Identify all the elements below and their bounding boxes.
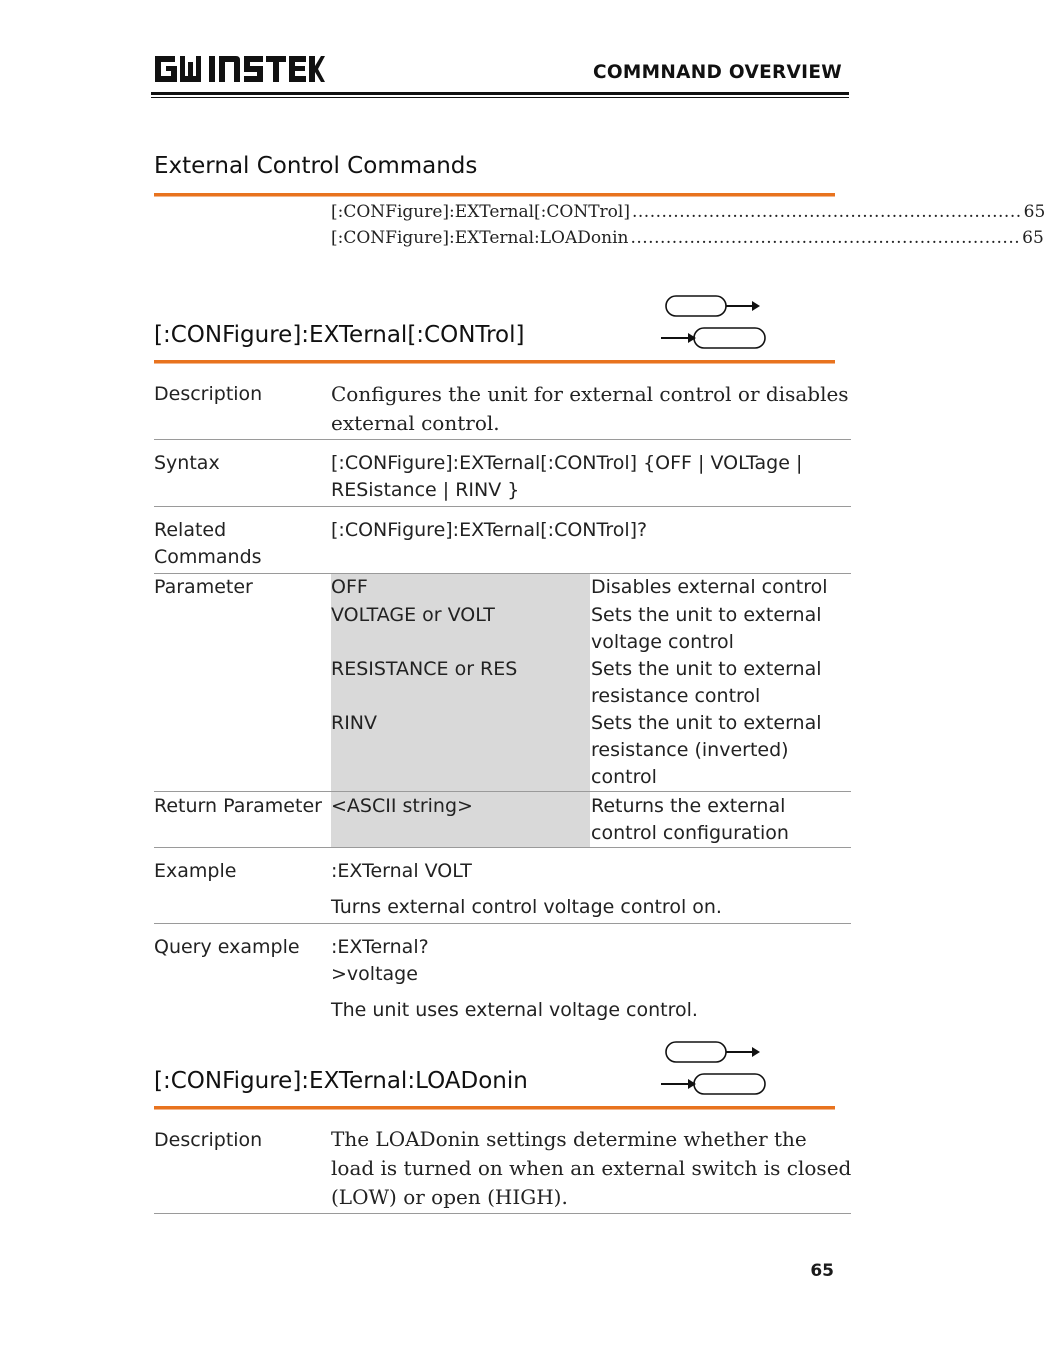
section-rule (154, 1106, 835, 1110)
related-label (154, 517, 262, 571)
gw-instek-logo (153, 52, 325, 86)
syntax-text (331, 450, 802, 504)
param-desc-line: resistance (inverted) (591, 739, 789, 761)
description-line: The LOADonin settings determine whether the (331, 1127, 807, 1151)
row-divider (154, 506, 851, 507)
command1-title: [:CONFigure]:EXTernal[:CONTrol] (154, 322, 525, 348)
description-text (331, 380, 849, 438)
query-desc: The unit uses external voltage control. (331, 999, 698, 1021)
example-desc: Turns external control voltage control on. (331, 896, 722, 918)
section-rule (154, 360, 835, 364)
description-line: (LOW) or open (HIGH). (331, 1185, 568, 1209)
toc-entry-page: 65 (1022, 228, 1044, 248)
param-name: RESISTANCE or RES (331, 658, 518, 680)
command2-title: [:CONFigure]:EXTernal:LOADonin (154, 1068, 528, 1094)
toc-leader-dots: .................................................................. (631, 202, 1022, 222)
example-command: :EXTernal VOLT (331, 860, 472, 882)
toc-entry-page: 65 (1023, 202, 1045, 222)
related-label-line: Commands (154, 546, 262, 568)
return-desc (591, 793, 789, 847)
set-query-icon (660, 1039, 768, 1095)
param-desc-line: resistance control (591, 685, 761, 707)
syntax-line: RESistance | RINV } (331, 479, 520, 501)
page-number: 65 (810, 1261, 834, 1281)
description-line: external control. (331, 411, 500, 435)
param-desc-line: Sets the unit to external (591, 604, 822, 626)
header-rule (151, 92, 849, 95)
row-divider (154, 923, 851, 924)
row-divider (154, 439, 851, 440)
toc-entry[interactable] (331, 202, 1045, 228)
param-desc-line: voltage control (591, 631, 734, 653)
toc-entry[interactable] (331, 228, 1044, 254)
toc-entry-text: [:CONFigure]:EXTernal:LOADonin (331, 228, 629, 248)
description-line: Configures the unit for external control or disables (331, 382, 849, 406)
toc-entry-text: [:CONFigure]:EXTernal[:CONTrol] (331, 202, 630, 222)
param-name: VOLTAGE or VOLT (331, 604, 495, 626)
header-rule-thin (151, 97, 849, 98)
syntax-line: [:CONFigure]:EXTernal[:CONTrol] {OFF | VOLTage | (331, 452, 803, 474)
param-desc (591, 574, 828, 601)
query-example-label: Query example (154, 936, 300, 958)
related-command: [:CONFigure]:EXTernal[:CONTrol]? (331, 519, 648, 541)
return-desc-line: control configuration (591, 822, 789, 844)
related-label-line: Related (154, 519, 227, 541)
param-desc-line: Disables external control (591, 576, 828, 598)
query-line: :EXTernal? (331, 936, 429, 958)
description-label: Description (154, 1129, 263, 1151)
param-desc-line: control (591, 766, 657, 788)
description-line: load is turned on when an external switch is closed (331, 1156, 852, 1180)
toc-section-title: External Control Commands (154, 153, 478, 179)
syntax-label: Syntax (154, 452, 220, 474)
toc-list (331, 202, 1045, 254)
param-desc (591, 710, 822, 791)
row-divider (154, 847, 851, 848)
param-desc (591, 656, 822, 710)
parameter-label: Parameter (154, 576, 253, 598)
return-value: <ASCII string> (331, 795, 473, 817)
param-desc-line: Sets the unit to external (591, 712, 822, 734)
return-parameter-label: Return Parameter (154, 795, 322, 817)
example-label: Example (154, 860, 237, 882)
query-command (331, 934, 429, 988)
section-rule (154, 193, 835, 197)
set-query-icon (660, 293, 768, 349)
param-name: RINV (331, 712, 378, 734)
param-desc-line: Sets the unit to external (591, 658, 822, 680)
row-divider (154, 1213, 851, 1214)
param-name: OFF (331, 576, 368, 598)
query-line: >voltage (331, 963, 418, 985)
header-section-title: COMMNAND OVERVIEW (593, 62, 842, 83)
description-label: Description (154, 383, 263, 405)
toc-leader-dots: .................................................................. (630, 228, 1021, 248)
param-desc (591, 602, 822, 656)
description-text (331, 1125, 851, 1212)
return-desc-line: Returns the external (591, 795, 786, 817)
